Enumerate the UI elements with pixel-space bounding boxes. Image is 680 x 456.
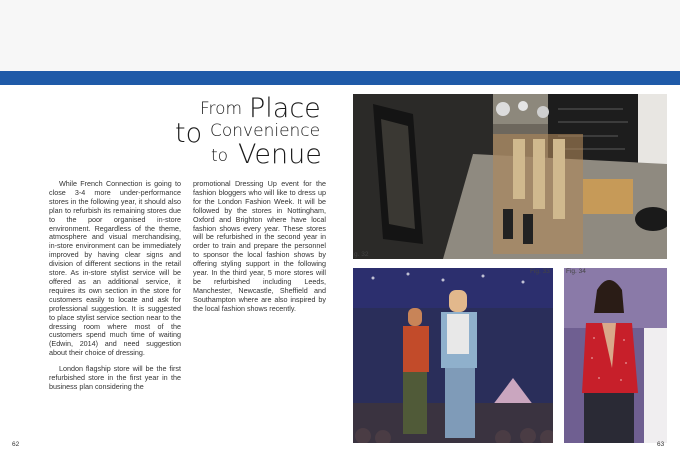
store-interior-photo	[353, 94, 667, 259]
title-from: From	[200, 99, 243, 119]
figure-caption-32: g. 32	[354, 251, 369, 258]
title-to-2: to	[211, 146, 229, 166]
title-to-1: to	[175, 118, 203, 149]
page-number-right: 63	[657, 441, 665, 448]
page-number-left: 62	[12, 441, 20, 448]
title-convenience: Convenience	[210, 121, 321, 141]
body-column-1	[49, 180, 181, 399]
body-column-2	[193, 180, 326, 321]
paragraph: London flagship store will be the first refurbished store in the first year in the business plan considering the	[49, 364, 181, 391]
title-place: Place	[249, 93, 321, 124]
figure-caption-33: Fig. 33	[530, 268, 550, 275]
accent-band	[0, 71, 680, 85]
paragraph: While French Connection is going to close 3-4 more under-performance stores in the following year, it should also plan to refurbish its remaining stores due to the poor organised in-store environment. Regardless of the theme, atmosphere and visual merchandising, in-store environment can be immediately improved by having clear signs and division of different sections in the retail store. As in-store stylist service will be offered as an additional service, it requires its own section in the store for customers easily to locate and ask for professional suggestion. It is suggested to place stylist service section near to the dressing room where most of the customers spend much time of waiting (Edwin, 2014) and need suggestion about their choice of dressing.	[49, 179, 181, 358]
model-photo	[564, 268, 667, 443]
runway-photo	[353, 268, 553, 443]
figure-caption-34: Fig. 34	[566, 268, 586, 275]
header-band	[0, 0, 680, 71]
title-venue: Venue	[238, 139, 322, 170]
paragraph: promotional Dressing Up event for the fashion bloggers who will like to dress up for the London Fashion Week. It will be followed by the stores in Nottingham, Oxford and Brighton where have local fashion shows every year. These stores will be refurbished in the second year in order to train and prepare the personnel to sponsor the local fashion shows by offering styling support in the following year. In the third year, 5 more stores will be refurbished including Leeds, Manchester, Newcastle, Sheffield and Southampton where are also inspired by the local fashion shows recently.	[193, 179, 326, 313]
